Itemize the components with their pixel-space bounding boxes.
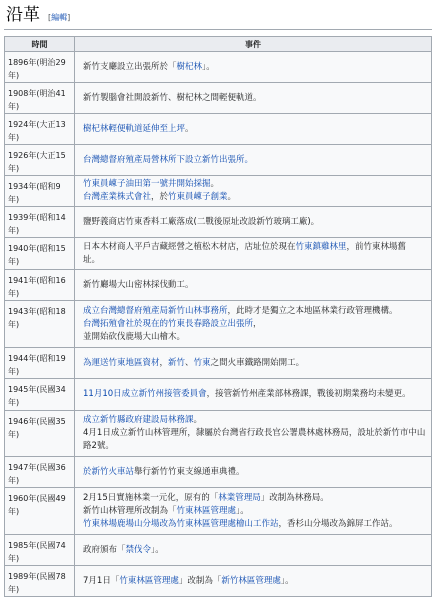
table-row	[5, 145, 432, 176]
header-event: 事件	[75, 37, 432, 52]
event-line	[83, 241, 427, 254]
event-cell	[75, 411, 432, 457]
event-link[interactable]: 林業管理局	[218, 492, 261, 503]
event-line	[83, 466, 427, 479]
time-cell: 1944年(昭和19年)	[5, 348, 75, 379]
table-row	[5, 114, 432, 145]
event-text: ，前竹東林場舊	[346, 241, 407, 252]
event-line	[83, 178, 427, 191]
event-text: 新竹製腦會社開設新竹、樹杞林之間輕便軌道。	[83, 92, 262, 103]
time-cell: 1926年(大正15年)	[5, 145, 75, 176]
edit-bracket-open: [	[48, 13, 52, 22]
table-header-row	[5, 37, 432, 52]
table-body	[5, 52, 432, 597]
event-line	[83, 414, 427, 427]
event-link[interactable]: 台灣總督府殖產局營林所下設立新竹出張所。	[83, 154, 254, 165]
event-line	[83, 575, 427, 588]
time-cell: 1896年(明治29年)	[5, 52, 75, 83]
event-cell	[75, 238, 432, 270]
table-row	[5, 176, 432, 207]
edit-link[interactable]: 編輯	[51, 13, 68, 22]
event-cell	[75, 176, 432, 207]
event-text: ，接管新竹州產業部林務課，戰後初期業務均未變更。	[206, 389, 411, 399]
event-line	[83, 544, 427, 557]
event-text: 」改制為「	[178, 575, 222, 586]
event-text: 。	[210, 179, 220, 189]
event-cell	[75, 535, 432, 566]
event-link[interactable]: 台灣拓殖會社於現在的竹東長春路設立出張所	[83, 318, 254, 329]
event-line	[83, 492, 427, 505]
event-link[interactable]: 竹東鎮雞林里	[295, 241, 347, 252]
event-text: 舉行新竹竹東支線通車典禮。	[134, 466, 245, 477]
event-link[interactable]: 於新竹火車站	[83, 466, 135, 477]
event-text: 」。	[236, 505, 249, 516]
event-line	[83, 61, 427, 74]
time-cell: 1943年(昭和18年)	[5, 301, 75, 348]
event-link[interactable]: 竹東林區管理處	[176, 505, 237, 516]
event-cell	[75, 145, 432, 176]
event-cell	[75, 83, 432, 114]
event-cell	[75, 566, 432, 597]
event-line	[83, 92, 427, 105]
event-line	[83, 357, 427, 370]
table-row	[5, 301, 432, 348]
event-text: 政府頒布「	[83, 544, 126, 555]
time-cell: 1960年(民國49年)	[5, 488, 75, 535]
time-cell: 1941年(昭和16年)	[5, 270, 75, 301]
event-text: ，此時才是獨立之本地區林業行政管理機構。	[227, 305, 398, 316]
event-text: 新竹山林管理所改制為「	[83, 505, 177, 516]
table-row	[5, 411, 432, 457]
time-cell: 1946年(民國35年)	[5, 411, 75, 457]
event-line	[83, 388, 427, 401]
event-link[interactable]: 禁伐令	[125, 544, 152, 555]
event-text: 址。	[83, 254, 101, 265]
event-line	[83, 331, 427, 344]
event-text: 並開始砍伐鹿場大山檜木。	[83, 331, 186, 342]
event-cell	[75, 379, 432, 411]
event-text: 、	[185, 357, 194, 368]
edit-bracket-close: ]	[67, 13, 71, 22]
event-text: 新竹廳場大山密林採伐動工。	[83, 279, 194, 290]
event-line	[83, 191, 427, 204]
table-row	[5, 379, 432, 411]
event-cell	[75, 270, 432, 301]
event-text: 鹽野義商店竹東香料工廠落成(二戰後原址改設新竹玻璃工廠)。	[83, 216, 320, 227]
time-cell: 1945年(民國34年)	[5, 379, 75, 411]
event-line	[83, 279, 427, 292]
event-link[interactable]: 樹杞林輕便軌道延伸至上坪	[83, 123, 186, 134]
event-line	[83, 427, 427, 453]
event-link[interactable]: 竹東林區管理處	[119, 575, 179, 586]
event-line	[83, 318, 427, 331]
header-time: 時間	[5, 37, 75, 52]
event-text: 2月15日實施林業一元化，原有的「	[83, 492, 219, 503]
event-text: ，香杉山分場改為錦屏工作站。	[278, 518, 398, 529]
event-text: ，	[159, 357, 169, 368]
table-row	[5, 348, 432, 379]
event-link[interactable]: 竹東員崠子油田第一號井開始採掘	[83, 179, 211, 189]
table-row	[5, 488, 432, 535]
event-line	[83, 216, 427, 229]
event-line	[83, 154, 427, 167]
event-link[interactable]: 新竹	[168, 357, 186, 368]
time-cell: 1934年(昭和9年)	[5, 176, 75, 207]
table-row	[5, 457, 432, 488]
event-text: 7月1日「	[83, 575, 120, 586]
event-text: 新竹支廳設立出張所於「	[83, 61, 177, 72]
event-link[interactable]: 成立新竹縣政府建設局林務課	[83, 415, 194, 425]
time-cell: 1989年(民國78年)	[5, 566, 75, 597]
event-text: 」。	[202, 61, 215, 72]
event-link[interactable]: 竹東林場鹿場山分場改為竹東林區管理處檜山工作站	[83, 518, 279, 529]
edit-section	[48, 12, 70, 23]
table-row	[5, 52, 432, 83]
event-line	[83, 123, 427, 136]
event-cell	[75, 488, 432, 535]
event-link[interactable]: 台灣產業株式會社	[83, 192, 152, 202]
time-cell: 1939年(昭和14年)	[5, 207, 75, 238]
event-cell	[75, 301, 432, 348]
event-cell	[75, 114, 432, 145]
table-row	[5, 566, 432, 597]
event-link[interactable]: 成立台灣總督府殖產局新竹山林事務所	[83, 305, 228, 316]
event-text: 日本木材商人平戶吉藏經營之植松木材店，店址位於現在	[83, 241, 296, 252]
event-cell	[75, 348, 432, 379]
event-text: 。	[185, 123, 194, 134]
time-cell: 1908年(明治41年)	[5, 83, 75, 114]
event-text: 。	[227, 192, 237, 202]
event-link[interactable]: 竹東員崠子創業	[168, 192, 228, 202]
event-link[interactable]: 11月10日成立新竹州接管委員會	[83, 389, 207, 399]
time-cell: 1940年(昭和15年)	[5, 238, 75, 270]
event-link[interactable]: 竹東	[193, 357, 211, 368]
table-row	[5, 238, 432, 270]
event-text: 之間火車鐵路開始開工。	[210, 357, 305, 368]
time-cell: 1924年(大正13年)	[5, 114, 75, 145]
event-text: 4月1日成立新竹山林管理所，隸屬於台灣省行政長官公署農林處林務局，設址於新竹市中山路2號。	[83, 428, 426, 451]
history-table	[4, 36, 432, 597]
event-link[interactable]: 樹杞林	[176, 61, 203, 72]
event-link[interactable]: 新竹林區管理處	[221, 575, 281, 586]
event-text: ，	[253, 318, 262, 329]
time-cell: 1985年(民國74年)	[5, 535, 75, 566]
event-line	[83, 305, 427, 318]
section-title: 沿革	[6, 5, 40, 25]
event-cell	[75, 457, 432, 488]
section-heading	[4, 4, 432, 30]
event-cell	[75, 52, 432, 83]
table-row	[5, 83, 432, 114]
event-line	[83, 505, 427, 518]
event-line	[83, 518, 427, 531]
event-line	[83, 254, 427, 267]
event-text: 」。	[280, 575, 294, 586]
event-text: 」改制為林務局。	[260, 492, 329, 503]
event-text: 」。	[151, 544, 164, 555]
table-row	[5, 535, 432, 566]
time-cell: 1947年(民國36年)	[5, 457, 75, 488]
event-text: 。	[193, 415, 203, 425]
table-row	[5, 270, 432, 301]
event-link[interactable]: 為運送竹東地區資材	[83, 357, 160, 368]
event-cell	[75, 207, 432, 238]
table-row	[5, 207, 432, 238]
event-text: ，於	[151, 192, 169, 202]
